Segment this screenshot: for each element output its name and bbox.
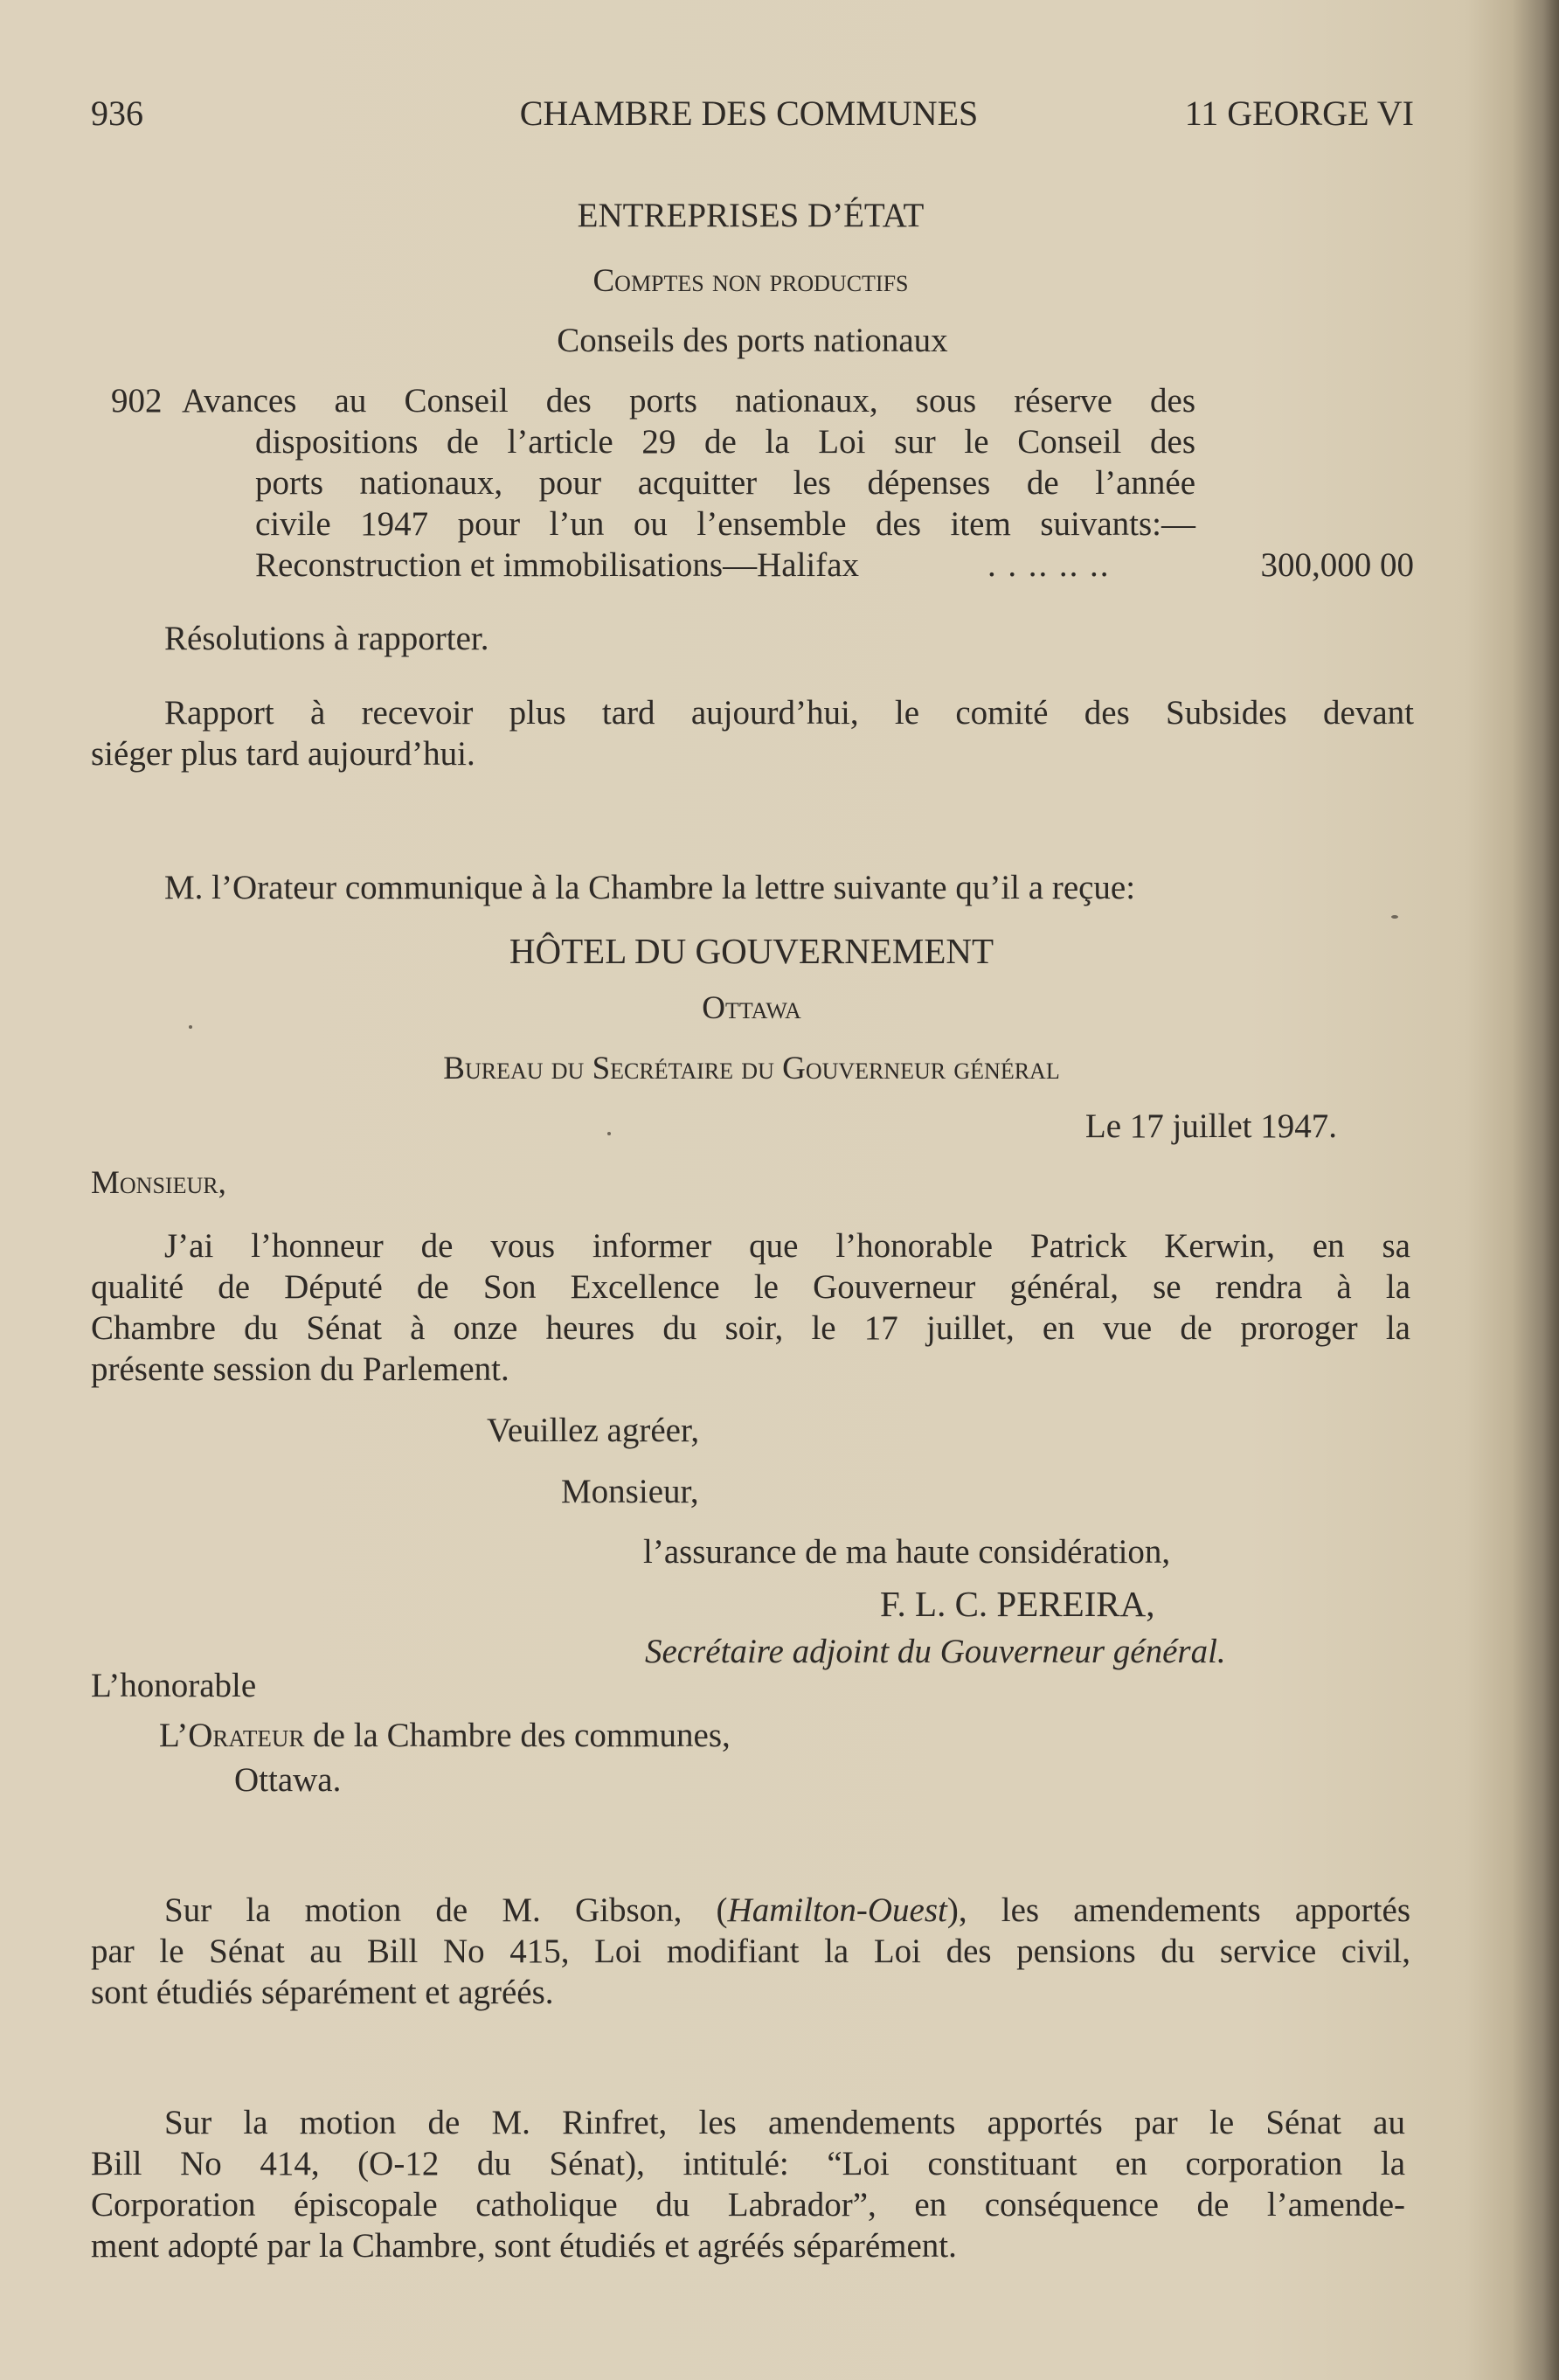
letter-addressee: Ottawa.	[234, 1761, 342, 1799]
section-heading: ENTREPRISES D’ÉTAT	[577, 197, 925, 234]
letter-body-line: qualité de Député de Son Excellence le Gouverneur général, se rendra à la	[91, 1268, 1410, 1306]
item-line: ports nationaux, pour acquitter les dépenses de l’année	[255, 464, 1195, 502]
report-line: siéger plus tard aujourd’hui.	[91, 735, 475, 773]
paper-speck	[607, 1132, 611, 1135]
letter-signature: F. L. C. PEREIRA,	[880, 1584, 1155, 1624]
section-subheading: Comptes non productifs	[592, 263, 909, 299]
resolutions-text: Résolutions à rapporter.	[164, 620, 489, 657]
item-number: 902	[111, 382, 163, 420]
page-number: 936	[91, 94, 143, 133]
letter-office: Bureau du Secrétaire du Gouverneur général	[443, 1051, 1060, 1086]
paper-speck	[189, 1025, 192, 1029]
letter-body-line: J’ai l’honneur de vous informer que l’honorable Patrick Kerwin, en sa	[164, 1227, 1410, 1265]
letter-body-line: présente session du Parlement.	[91, 1350, 509, 1388]
letter-body-line: Chambre du Sénat à onze heures du soir, le 17 juillet, en vue de proroger la	[91, 1309, 1410, 1347]
rinfret-motion-line: Sur la motion de M. Rinfret, les amendements apportés par le Sénat au	[164, 2104, 1405, 2141]
report-line: Rapport à recevoir plus tard aujourd’hui, le comité des Subsides devant	[164, 694, 1414, 732]
gibson-motion-line: sont étudiés séparément et agréés.	[91, 1974, 554, 2011]
letter-closing: Veuillez agréer,	[487, 1412, 700, 1449]
reign-year: 11 GEORGE VI	[1184, 94, 1414, 133]
gibson-motion-line: Sur la motion de M. Gibson, (Hamilton-Ouest), les amendements apportés	[164, 1891, 1410, 1929]
dot-leader: . . .. .. ..	[987, 546, 1111, 584]
letter-salutation: Monsieur,	[91, 1165, 226, 1201]
running-title: CHAMBRE DES COMMUNES	[519, 94, 979, 133]
letter-closing: l’assurance de ma haute considération,	[643, 1533, 1171, 1571]
item-amount: 300,000 00	[1260, 546, 1414, 584]
item-line: civile 1947 pour l’un ou l’ensemble des item suivants:—	[255, 505, 1195, 543]
letter-signature-title: Secrétaire adjoint du Gouverneur général.	[645, 1633, 1226, 1670]
item-line: Avances au Conseil des ports nationaux, sous réserve des	[182, 382, 1195, 420]
rinfret-motion-line: ment adopté par la Chambre, sont étudiés et agréés séparément.	[91, 2227, 957, 2265]
paper-speck	[1391, 915, 1398, 919]
speaker-intro: M. l’Orateur communique à la Chambre la lettre suivante qu’il a reçue:	[164, 869, 1136, 906]
item-final-line: Reconstruction et immobilisations—Halifax	[255, 546, 860, 584]
letter-city: Ottawa	[702, 990, 801, 1026]
item-line: dispositions de l’article 29 de la Loi sur le Conseil des	[255, 423, 1195, 461]
letter-addressee: L’Orateur de la Chambre des communes,	[159, 1717, 731, 1754]
gibson-motion-line: par le Sénat au Bill No 415, Loi modifiant la Loi des pensions du service civil,	[91, 1932, 1410, 1970]
rinfret-motion-line: Corporation épiscopale catholique du Labrador”, en conséquence de l’amende-	[91, 2186, 1405, 2224]
section-subsubheading: Conseils des ports nationaux	[557, 322, 948, 359]
letter-closing: Monsieur,	[561, 1473, 699, 1510]
letter-addressee: L’honorable	[91, 1667, 257, 1704]
rinfret-motion-line: Bill No 414, (O-12 du Sénat), intitulé: “Loi constituant en corporation la	[91, 2145, 1405, 2182]
letter-heading: HÔTEL DU GOUVERNEMENT	[509, 931, 994, 971]
letter-date: Le 17 juillet 1947.	[1084, 1107, 1337, 1145]
